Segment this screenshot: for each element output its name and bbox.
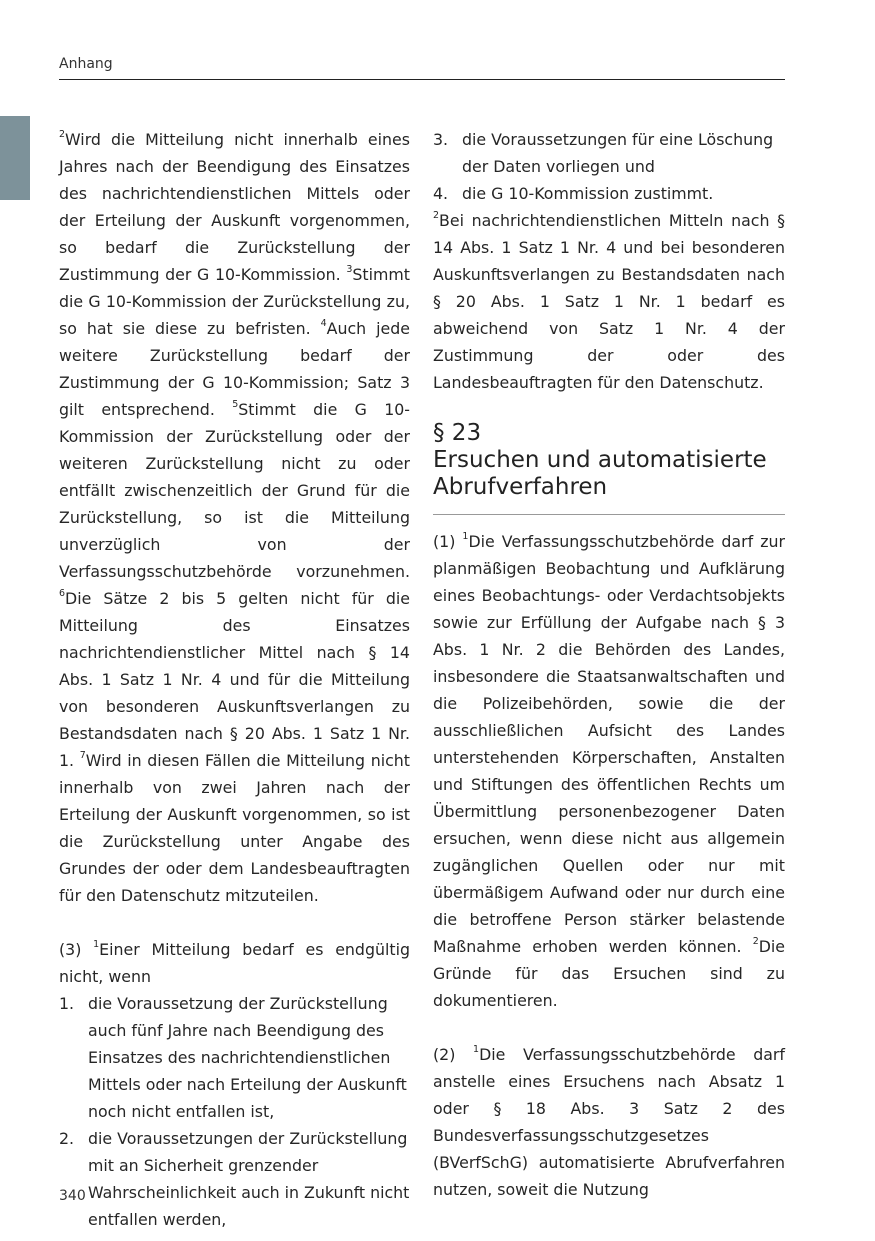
sentence: Stimmt die G 10-Kommission der Zurückstellung oder der weiteren Zurückstellung nicht zu oder entfällt zwischenzeitlich der Grund für die Zurückstellung, so ist die Mitteilung unverzüglich von der Verfassungsschutzbehörde vorzunehmen.	[59, 400, 410, 581]
sentence-number: 2	[433, 210, 440, 222]
section-heading	[433, 420, 785, 515]
sentence-number: 1	[93, 939, 100, 951]
page-number: 340	[59, 1188, 86, 1204]
list-number: 2.	[59, 1129, 75, 1148]
sentence: Wird die Mitteilung nicht innerhalb eines Jahres nach der Beendigung des Einsatzes des nachrichtendienstlichen Mittels oder der Erteilung der Auskunft vorgenommen, so bedarf die Zurückstellung der Zustimmung der G 10-Kommission.	[59, 130, 410, 284]
header-rule	[59, 79, 785, 80]
paragraph-1	[433, 528, 785, 1014]
list-text: die G 10-Kommission zustimmt.	[462, 184, 714, 203]
running-head: Anhang	[59, 56, 113, 72]
paragraph-3	[59, 936, 410, 990]
list-item	[59, 1125, 410, 1233]
sentence-number: 3	[346, 264, 353, 276]
sentence: Einer Mitteilung bedarf es endgültig nicht, wenn	[59, 940, 410, 986]
paragraph-number: (3)	[59, 940, 94, 959]
list-number: 3.	[433, 130, 449, 149]
paragraph-number: (2)	[433, 1045, 474, 1064]
sentence-number: 6	[59, 588, 66, 600]
sentence-number: 1	[462, 531, 469, 543]
sentence: Auch jede weitere Zurückstellung bedarf der Zustimmung der G 10-Kommission; Satz 3 gilt entsprechend.	[59, 319, 410, 419]
chapter-thumb-tab	[0, 116, 30, 200]
section-title-line-1: Ersuchen und automatisierte	[433, 447, 767, 473]
sentence: Die Verfassungsschutzbehörde darf anstelle eines Ersuchens nach Absatz 1 oder § 18 Abs. 3 Satz 2 des Bundesverfassungsschutzgesetzes (BVerfSchG) automatisierte Abrufverfahren nutzen, soweit die Nutzung	[433, 1045, 785, 1199]
left-column	[59, 126, 410, 1233]
paragraph-number: (1)	[433, 532, 463, 551]
numbered-list	[433, 126, 785, 207]
sentence-number: 1	[473, 1044, 480, 1056]
section-number: § 23	[433, 420, 482, 446]
sentence: Die Gründe für das Ersuchen sind zu dokumentieren.	[433, 937, 785, 1010]
sentence-number: 2	[59, 129, 66, 141]
list-text: die Voraussetzungen für eine Löschung der Daten vorliegen und	[462, 130, 774, 176]
list-item	[59, 990, 410, 1125]
sentence: Wird in diesen Fällen die Mitteilung nicht innerhalb von zwei Jahren nach der Erteilung der Auskunft vorgenommen, so ist die Zurückstellung unter Angabe des Grundes der oder dem Landesbeauftragten für den Datenschutz mitzuteilen.	[59, 751, 410, 905]
sentence-number: 4	[320, 318, 327, 330]
paragraph-2-continued	[59, 126, 410, 909]
sentence: Die Verfassungsschutzbehörde darf zur planmäßigen Beobachtung und Aufklärung eines Beobachtungs- oder Verdachtsobjekts sowie zur Erfüllung der Aufgabe nach § 3 Abs. 1 Nr. 2 die Behörden des Landes, insbesondere die Staatsanwaltschaften und die Polizeibehörden, sowie die der ausschließlichen Aufsicht des Landes unterstehenden Körperschaften, Anstalten und Stiftungen des öffentlichen Rechts um Übermittlung personenbezogener Daten ersuchen, wenn diese nicht aus allgemein zugänglichen Quellen oder nur mit übermäßigem Aufwand oder nur durch eine die betroffene Person stärker belastende Maßnahme erhoben werden können.	[433, 532, 785, 956]
section-rule	[433, 514, 785, 515]
list-item	[433, 126, 785, 180]
section-title-line-2: Abrufverfahren	[433, 474, 608, 500]
sentence-number: 7	[79, 750, 86, 762]
list-item	[433, 180, 785, 207]
sentence-number: 2	[752, 936, 759, 948]
paragraph-after-list	[433, 207, 785, 396]
list-text: die Voraussetzung der Zurückstellung auch fünf Jahre nach Beendigung des Einsatzes des nachrichtendienstlichen Mittels oder nach Erteilung der Auskunft noch nicht entfallen ist,	[88, 994, 407, 1121]
numbered-list	[59, 990, 410, 1233]
paragraph-2	[433, 1041, 785, 1203]
list-number: 1.	[59, 994, 75, 1013]
sentence: Stimmt die G 10-Kommission der Zurückstellung zu, so hat sie diese zu befristen.	[59, 265, 410, 338]
right-column	[433, 126, 785, 1203]
list-number: 4.	[433, 184, 449, 203]
sentence: Bei nachrichtendienstlichen Mitteln nach § 14 Abs. 1 Satz 1 Nr. 4 und bei besonderen Auskunftsverlangen zu Bestandsdaten nach § 20 Abs. 1 Satz 1 Nr. 1 bedarf es abweichend von Satz 1 Nr. 4 der Zustimmung der oder des Landesbeauftragten für den Datenschutz.	[433, 211, 785, 392]
sentence: Die Sätze 2 bis 5 gelten nicht für die Mitteilung des Einsatzes nachrichtendienstlicher Mittel nach § 14 Abs. 1 Satz 1 Nr. 4 und für die Mitteilung von besonderen Auskunftsverlangen zu Bestandsdaten nach § 20 Abs. 1 Satz 1 Nr. 1.	[59, 589, 410, 770]
sentence-number: 5	[232, 399, 239, 411]
list-text: die Voraussetzungen der Zurückstellung mit an Sicherheit grenzender Wahrscheinlichkeit auch in Zukunft nicht entfallen werden,	[88, 1129, 410, 1229]
